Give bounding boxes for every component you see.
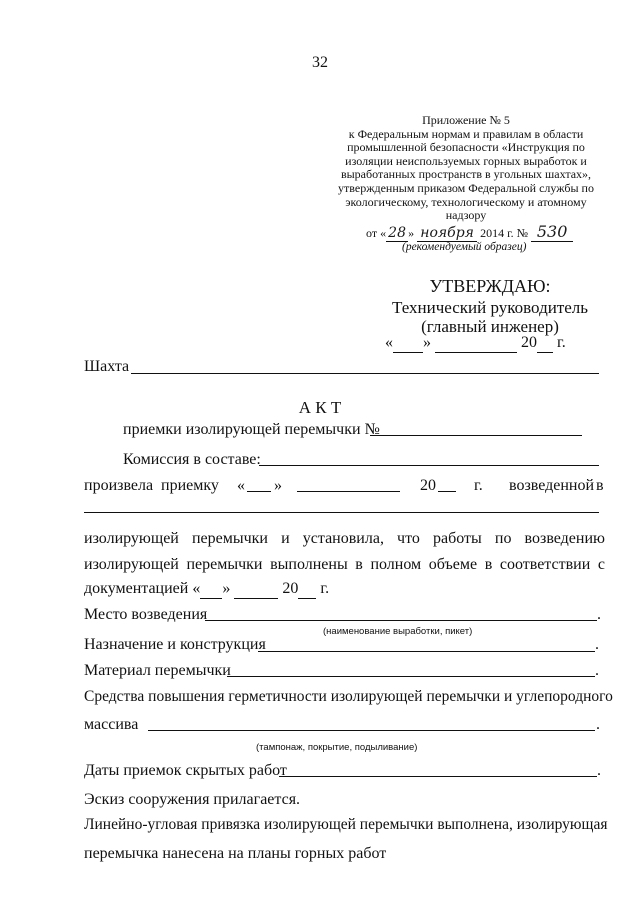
documentation-day-blank <box>200 580 222 599</box>
commission-label: Комиссия в составе: <box>123 451 261 468</box>
approval-date-day-blank <box>393 334 423 353</box>
accepted-word: произвела <box>84 477 154 494</box>
recommended-sample: (рекомендуемый образец) <box>402 241 527 253</box>
appendix-line: промышленной безопасности «Инструкция по <box>347 140 585 155</box>
accepted-word: г. <box>474 477 483 494</box>
hidden-works-end-dot: . <box>597 762 601 779</box>
place-end-dot: . <box>597 606 601 623</box>
paragraph-word: по <box>494 530 512 547</box>
paragraph-word: что <box>397 530 420 547</box>
approval-date-close: » <box>423 334 431 351</box>
appendix-line: утвержденным приказом Федеральной службы по <box>338 180 594 195</box>
paragraph-word: полном <box>370 556 422 573</box>
purpose-end-dot: . <box>595 636 599 653</box>
material-field-line <box>227 676 595 677</box>
documentation-line <box>84 580 329 599</box>
documentation-month-blank <box>234 580 278 599</box>
act-number-line <box>370 435 582 436</box>
accepted-word: 20 <box>420 477 436 494</box>
purpose-field-line <box>258 651 595 652</box>
place-field-line <box>205 620 597 621</box>
appendix-line: экологическому, технологическому и атомному <box>345 194 587 209</box>
appendix-header <box>330 114 602 223</box>
order-date-mid: » <box>408 226 415 240</box>
sealing-end-dot: . <box>596 716 600 733</box>
approval-date-open: « <box>385 334 393 351</box>
approval-title: УТВЕРЖДАЮ: <box>429 276 551 296</box>
paragraph-word: перемычки <box>191 530 268 547</box>
place-label: Место возведения <box>84 606 208 623</box>
documentation-suffix: г. <box>320 580 330 597</box>
appendix-line: Приложение № 5 <box>422 113 510 127</box>
approval-date-month-blank <box>435 334 517 353</box>
paragraph-word: в <box>355 556 363 573</box>
order-date-day: 28 <box>386 225 408 242</box>
approval-date-year-blank <box>537 334 553 353</box>
documentation-year-blank <box>298 580 316 599</box>
sealing-label: массива <box>84 716 139 733</box>
binding-line-1: Линейно-угловая привязка изолирующей перемычки выполнена, изолирующая <box>84 816 608 833</box>
commission-field-line <box>259 465 599 466</box>
hidden-works-label: Даты приемок скрытых работ <box>84 762 287 779</box>
sealing-field-line <box>148 730 595 731</box>
act-title: А К Т <box>298 398 342 417</box>
order-date-month: ноября <box>417 225 477 242</box>
sealing-line-1: Средства повышения герметичности изолирующей перемычки и углепородного <box>84 688 613 705</box>
paragraph-word: соответствии <box>499 556 591 573</box>
paragraph-word: возведению <box>524 530 605 547</box>
approval-date-suffix: г. <box>557 334 566 351</box>
purpose-label: Назначение и конструкция <box>84 636 266 653</box>
accepted-continuation-line <box>84 512 599 513</box>
accepted-day-blank <box>247 491 271 492</box>
paragraph-word: с <box>597 556 605 573</box>
accepted-word: » <box>274 477 282 494</box>
order-number: 530 <box>531 222 573 242</box>
accepted-year-blank <box>438 491 456 492</box>
order-date-year: 2014 г. № <box>480 226 529 240</box>
paragraph-word: изолирующей <box>84 530 179 547</box>
paragraph-word: и <box>281 530 290 547</box>
paragraph-line-2 <box>84 556 605 574</box>
paragraph-word: выполнены <box>270 556 348 573</box>
appendix-line: выработанных пространств в угольных шахтах», <box>340 167 592 182</box>
appendix-line: изоляции неиспользуемых горных выработок и <box>345 153 587 168</box>
accepted-word: « <box>237 477 245 494</box>
place-caption: (наименование выработки, пикет) <box>323 626 473 637</box>
paragraph-word: перемычки <box>186 556 263 573</box>
approval-position-note: (главный инженер) <box>421 317 559 336</box>
appendix-line: к Федеральным нормам и правилам в области <box>348 126 584 141</box>
sketch-note: Эскиз сооружения прилагается. <box>84 791 301 808</box>
act-subtitle: приемки изолирующей перемычки № <box>123 421 380 438</box>
mine-label: Шахта <box>84 358 130 375</box>
paragraph-word: объеме <box>428 556 478 573</box>
material-label: Материал перемычки <box>84 662 231 679</box>
page-number: 32 <box>312 54 328 71</box>
sealing-caption: (тампонаж, покрытие, подыливание) <box>256 742 418 753</box>
approval-date <box>385 334 566 353</box>
paragraph-word: установила, <box>302 530 384 547</box>
paragraph-word: изолирующей <box>84 556 179 573</box>
binding-line-2: перемычка нанесена на планы горных работ <box>84 845 387 862</box>
paragraph-line-1 <box>84 530 605 548</box>
material-end-dot: . <box>595 662 599 679</box>
hidden-works-field-line <box>279 776 597 777</box>
accepted-month-blank <box>297 491 400 492</box>
documentation-year: 20 <box>282 580 299 597</box>
order-date-line <box>366 222 573 242</box>
order-date-prefix: от « <box>366 226 387 240</box>
approval-date-year: 20 <box>521 334 537 351</box>
accepted-word: в <box>596 477 604 494</box>
paragraph-word: в <box>484 556 493 573</box>
mine-field-line <box>131 373 599 374</box>
documentation-close: » <box>222 580 231 597</box>
accepted-word: возведенной <box>509 477 595 494</box>
appendix-line: надзору <box>445 208 487 223</box>
paragraph-word: работы <box>432 530 482 547</box>
documentation-label: документацией « <box>84 580 201 597</box>
approval-position: Технический руководитель <box>391 298 589 317</box>
accepted-word: приемку <box>161 477 219 494</box>
